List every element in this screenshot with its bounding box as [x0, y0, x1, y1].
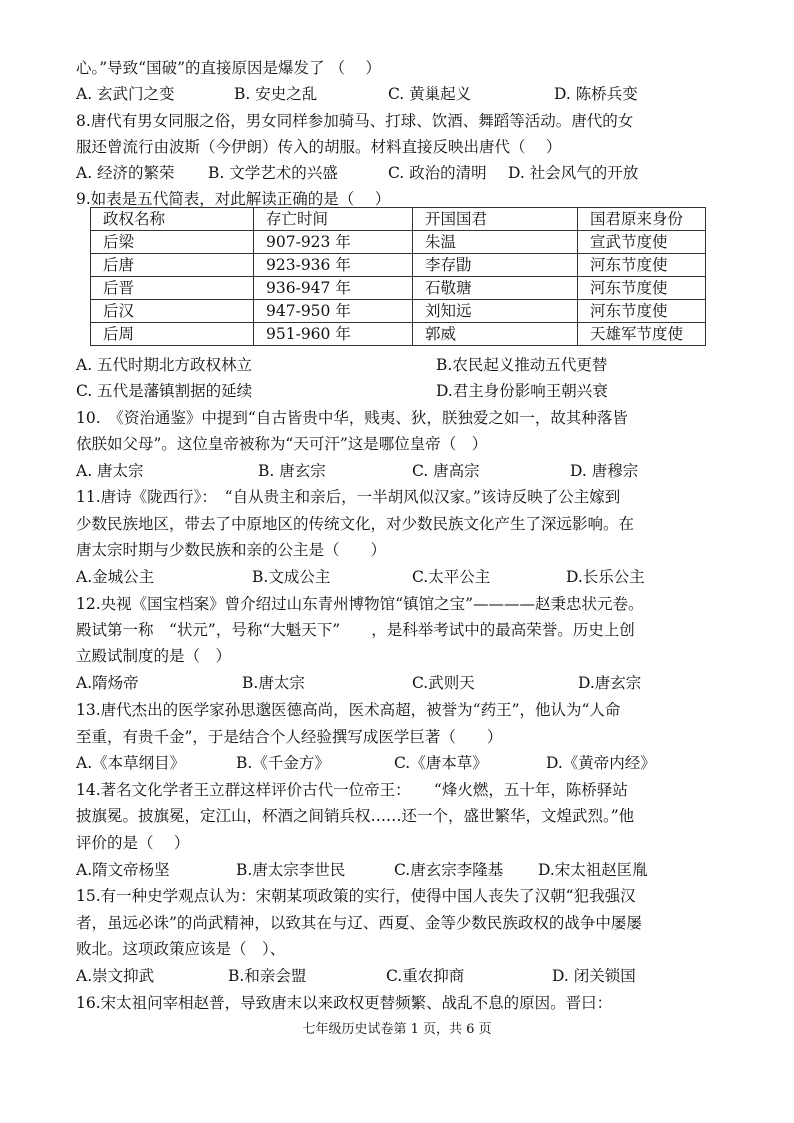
table-cell: 923-936 年 — [254, 254, 413, 277]
q11-option-d[interactable]: D.长乐公主 — [566, 568, 645, 586]
q9-option-a[interactable]: A. 五代时期北方政权林立 — [76, 356, 253, 374]
q8-option-d[interactable]: D. 社会风气的开放 — [508, 164, 639, 182]
q11-option-c[interactable]: C.太平公主 — [412, 568, 491, 586]
table-row — [91, 254, 706, 277]
table-cell: 936-947 年 — [254, 277, 413, 300]
q14-option-d[interactable]: D.宋太祖赵匡胤 — [538, 861, 648, 879]
q12-option-d[interactable]: D.唐玄宗 — [578, 674, 642, 692]
q14-option-b[interactable]: B.唐太宗李世民 — [236, 861, 346, 879]
table-row — [91, 277, 706, 300]
q11-option-a[interactable]: A.金城公主 — [76, 568, 155, 586]
q15-option-b[interactable]: B.和亲会盟 — [228, 967, 307, 985]
table-header-cell: 国君原来身份 — [578, 208, 706, 231]
q12-stem-line1: 12.央视《国宝档案》曾介绍过山东青州博物馆“镇馆之宝”————赵秉忠状元卷。 — [76, 595, 644, 613]
q10-stem-line2: 依朕如父母”。这位皇帝被称为“天可汗”这是哪位皇帝（ ） — [76, 435, 488, 453]
table-cell: 后晋 — [91, 277, 254, 300]
q16-stem-line1: 16.宋太祖问宰相赵普，导致唐末以来政权更替频繁、战乱不息的原因。晋曰： — [76, 994, 613, 1012]
q13-option-a[interactable]: A.《本草纲目》 — [76, 754, 186, 772]
q8-stem-line2: 服还曾流行由波斯（今伊朗）传入的胡服。材料直接反映出唐代（ ） — [76, 138, 562, 156]
q13-option-b[interactable]: B.《千金方》 — [236, 754, 330, 772]
q14-stem-line3: 评价的是（ ） — [76, 834, 190, 852]
table-cell: 后梁 — [91, 231, 254, 254]
q11-stem-line3: 唐太宗时期与少数民族和亲的公主是（ ） — [76, 541, 387, 559]
table-cell: 后周 — [91, 323, 254, 346]
q15-option-d[interactable]: D. 闭关锁国 — [552, 967, 636, 985]
q14-option-a[interactable]: A.隋文帝杨坚 — [76, 861, 170, 879]
q9-option-b[interactable]: B.农民起义推动五代更替 — [436, 356, 608, 374]
q7-option-a[interactable]: A. 玄武门之变 — [76, 85, 175, 103]
table-header-cell: 存亡时间 — [254, 208, 413, 231]
q9-stem: 9.如表是五代简表，对此解读正确的是（ ） — [76, 190, 391, 208]
table-cell: 河东节度使 — [578, 277, 706, 300]
q14-stem-line1: 14.著名文化学者王立群这样评价古代一位帝王： “烽火燃，五十年，陈桥驿站 — [76, 781, 628, 799]
q7-stem-tail: 心。”导致“国破”的直接原因是爆发了 （ ） — [76, 59, 381, 77]
q8-option-c[interactable]: C. 政治的清明 — [388, 164, 487, 182]
q12-option-a[interactable]: A.隋炀帝 — [76, 674, 139, 692]
q15-stem-line1: 15.有一种史学观点认为：宋朝某项政策的实行，使得中国人丧失了汉朝“犯我强汉 — [76, 887, 636, 905]
table-row — [91, 300, 706, 323]
q8-stem-line1: 8.唐代有男女同服之俗，男女同样参加骑马、打球、饮酒、舞蹈等活动。唐代的女 — [76, 112, 634, 130]
table-row — [91, 323, 706, 346]
q15-stem-line3: 败北。这项政策应该是（ ）、 — [76, 940, 286, 958]
page-footer: 七年级历史试卷第 1 页，共 6 页 — [302, 1022, 492, 1037]
table-cell: 河东节度使 — [578, 254, 706, 277]
q7-option-c[interactable]: C. 黄巢起义 — [388, 85, 472, 103]
table-cell: 李存勖 — [413, 254, 578, 277]
q10-option-a[interactable]: A. 唐太宗 — [76, 462, 144, 480]
table-cell: 951-960 年 — [254, 323, 413, 346]
table-cell: 宣武节度使 — [578, 231, 706, 254]
q7-option-d[interactable]: D. 陈桥兵变 — [554, 85, 638, 103]
table-cell: 947-950 年 — [254, 300, 413, 323]
table-row — [91, 231, 706, 254]
q8-option-a[interactable]: A. 经济的繁荣 — [76, 164, 175, 182]
table-cell: 石敬瑭 — [413, 277, 578, 300]
five-dynasties-table — [90, 207, 706, 346]
q10-option-d[interactable]: D. 唐穆宗 — [570, 462, 639, 480]
q15-option-a[interactable]: A.崇文抑武 — [76, 967, 155, 985]
q12-option-c[interactable]: C.武则天 — [412, 674, 475, 692]
q15-stem-line2: 者，虽远必诛”的尚武精神，以致其在与辽、西夏、金等少数民族政权的战争中屡屡 — [76, 914, 642, 932]
table-cell: 朱温 — [413, 231, 578, 254]
q9-option-c[interactable]: C. 五代是藩镇割据的延续 — [76, 382, 253, 400]
q11-option-b[interactable]: B.文成公主 — [252, 568, 331, 586]
table-cell: 刘知远 — [413, 300, 578, 323]
table-cell: 河东节度使 — [578, 300, 706, 323]
q10-stem-line1: 10. 《资治通鉴》中提到“自古皆贵中华，贱夷、狄，朕独爱之如一，故其种落皆 — [76, 409, 628, 427]
q12-stem-line2: 殿试第一称 “状元”，号称“大魁天下” ，是科举考试中的最高荣誉。历史上创 — [76, 621, 635, 639]
table-cell: 后汉 — [91, 300, 254, 323]
q13-option-d[interactable]: D.《黄帝内经》 — [546, 754, 656, 772]
q11-stem-line2: 少数民族地区，带去了中原地区的传统文化，对少数民族文化产生了深远影响。在 — [76, 515, 635, 533]
table-cell: 907-923 年 — [254, 231, 413, 254]
table-cell: 郭威 — [413, 323, 578, 346]
table-cell: 后唐 — [91, 254, 254, 277]
q12-option-b[interactable]: B.唐太宗 — [242, 674, 305, 692]
table-header-row — [91, 208, 706, 231]
q11-stem-line1: 11.唐诗《陇西行》： “自从贵主和亲后，一半胡风似汉家。”该诗反映了公主嫁到 — [76, 488, 621, 506]
table-cell: 天雄军节度使 — [578, 323, 706, 346]
q14-stem-line2: 披旗冕。披旗冕，定江山，杯酒之间销兵权……还一个，盛世繁华，文煌武烈。”他 — [76, 807, 635, 825]
q14-option-c[interactable]: C.唐玄宗李隆基 — [394, 861, 504, 879]
q10-option-c[interactable]: C. 唐高宗 — [412, 462, 480, 480]
q9-option-d[interactable]: D.君主身份影响王朝兴衰 — [436, 382, 608, 400]
q12-stem-line3: 立殿试制度的是（ ） — [76, 647, 232, 665]
q10-option-b[interactable]: B. 唐玄宗 — [258, 462, 326, 480]
q15-option-c[interactable]: C.重农抑商 — [386, 967, 465, 985]
q13-stem-line1: 13.唐代杰出的医学家孙思邈医德高尚，医术高超，被誉为“药王”，他认为“人命 — [76, 701, 621, 719]
q13-stem-line2: 至重，有贵千金”，于是结合个人经验撰写成医学巨著（ ） — [76, 728, 503, 746]
q8-option-b[interactable]: B. 文学艺术的兴盛 — [208, 164, 338, 182]
q13-option-c[interactable]: C.《唐本草》 — [394, 754, 488, 772]
table-header-cell: 开国国君 — [413, 208, 578, 231]
table-header-cell: 政权名称 — [91, 208, 254, 231]
q7-option-b[interactable]: B. 安史之乱 — [234, 85, 318, 103]
